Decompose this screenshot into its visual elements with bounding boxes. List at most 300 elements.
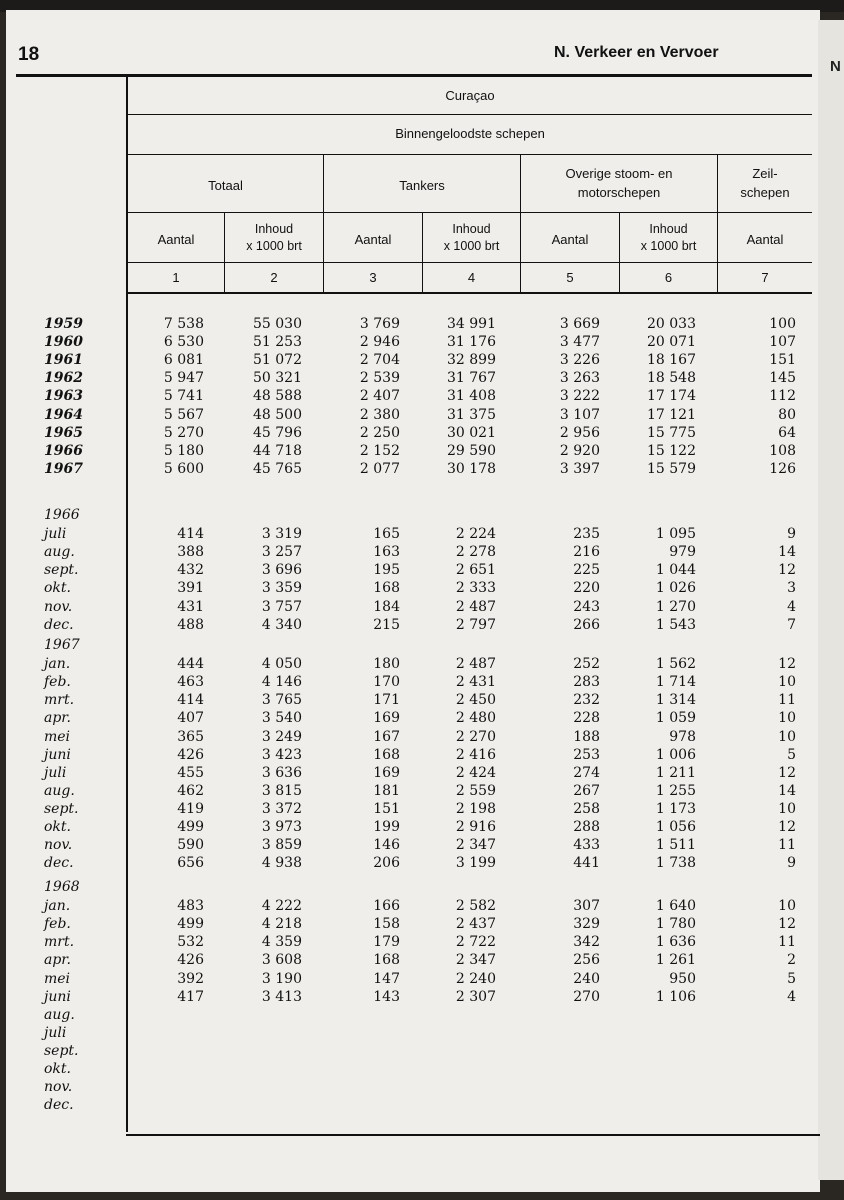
month-row-1968-2-col-7: 11 [778, 934, 796, 951]
year-row-1963-col-6: 17 174 [647, 388, 696, 405]
month-row-1966-0-col-4: 2 224 [455, 526, 496, 543]
year-row-1963-label: 1963 [44, 388, 83, 405]
year-row-1959-col-2: 55 030 [253, 316, 302, 332]
year-row-1961-col-5: 3 226 [559, 352, 600, 369]
group-overige-line2: motorschepen [577, 185, 661, 200]
month-row-1968-2-col-2: 4 359 [261, 934, 302, 951]
month-row-1967-2-col-4: 2 450 [455, 692, 496, 709]
month-row-1966-4-col-6: 1 270 [655, 598, 696, 615]
month-row-1968-3-col-5: 256 [573, 952, 600, 969]
month-row-1967-3-col-2: 3 540 [261, 710, 302, 727]
year-row-1962-col-4: 31 767 [447, 370, 496, 387]
month-row-1967-11-col-3: 206 [373, 855, 400, 872]
month-row-1967-10-col-3: 146 [373, 837, 400, 854]
month-row-1968-5-col-1: 417 [177, 988, 204, 1005]
year-row-1967-col-2: 45 765 [253, 460, 302, 477]
year-row-1964-col-1: 5 567 [163, 406, 204, 423]
year-row-1964-col-3: 2 380 [359, 406, 400, 423]
month-row-1966-1-col-6: 979 [669, 544, 696, 561]
month-row-1967-11-col-7: 9 [787, 855, 796, 872]
month-row-1967-11-col-4: 3 199 [455, 855, 496, 872]
month-row-1967-7-col-7: 14 [778, 782, 796, 799]
month-row-1968-6-label: aug. [44, 1006, 75, 1023]
month-row-1967-11-col-2: 4 938 [261, 855, 302, 872]
group-totaal: Totaal [208, 178, 243, 193]
rule-colnums [128, 292, 812, 294]
month-row-1967-4-col-7: 10 [778, 728, 796, 745]
month-row-1967-4-col-2: 3 249 [261, 728, 302, 745]
month-row-1967-6-col-7: 12 [778, 764, 796, 781]
month-row-1967-9-col-2: 3 973 [261, 819, 302, 835]
subhead-aantal-3: Aantal [354, 232, 392, 247]
rule-subheads [128, 262, 812, 263]
year-row-1967-col-4: 30 178 [447, 460, 496, 477]
month-row-1967-5-col-2: 3 423 [261, 746, 302, 763]
month-row-1966-4-label: nov. [44, 598, 73, 615]
month-row-1967-9-col-3: 199 [373, 819, 400, 835]
month-row-1966-5-col-7: 7 [787, 616, 796, 633]
year-row-1959-col-4: 34 991 [447, 316, 496, 332]
year-row-1966-col-6: 15 122 [647, 442, 696, 459]
year-row-1962-label: 1962 [44, 370, 83, 387]
year-row-1966-col-4: 29 590 [447, 442, 496, 459]
year-row-1965-col-1: 5 270 [163, 424, 204, 441]
year-row-1962-col-6: 18 548 [647, 370, 696, 387]
month-row-1968-4-col-7: 5 [787, 970, 796, 987]
month-row-1966-3-col-2: 3 359 [261, 580, 302, 597]
month-row-1967-11-col-6: 1 738 [655, 855, 696, 872]
year-row-1963-col-3: 2 407 [359, 388, 400, 405]
month-row-1967-10-col-2: 3 859 [261, 837, 302, 854]
subhead-inhoud-6 [620, 221, 717, 255]
month-row-1966-1-col-2: 3 257 [261, 544, 302, 561]
subhead-aantal-7: Aantal [746, 232, 784, 247]
col-number-7: 7 [761, 270, 769, 285]
month-row-1967-2-col-3: 171 [373, 692, 400, 709]
next-page-letter: N [830, 58, 841, 75]
year-row-1959-col-3: 3 769 [359, 316, 400, 332]
month-row-1966-0-col-3: 165 [373, 526, 400, 543]
month-row-1967-11-col-1: 656 [177, 855, 204, 872]
month-row-1966-5-label: dec. [44, 616, 74, 633]
month-row-1967-1-col-6: 1 714 [655, 674, 696, 691]
month-row-1967-4-label: mei [44, 728, 71, 745]
month-row-1967-5-col-5: 253 [573, 746, 600, 763]
month-row-1968-2-col-5: 342 [573, 934, 600, 951]
month-row-1968-0-col-5: 307 [573, 898, 600, 915]
month-row-1967-0-label: jan. [44, 656, 71, 673]
year-row-1965-col-2: 45 796 [253, 424, 302, 441]
subhead-aantal-5: Aantal [551, 232, 589, 247]
subhead-inhoud-6-line1: Inhoud [649, 222, 688, 236]
month-row-1966-5-col-5: 266 [573, 616, 600, 633]
month-row-1967-9-col-1: 499 [177, 819, 204, 835]
rule-region [128, 114, 812, 115]
year-row-1965-col-4: 30 021 [447, 424, 496, 441]
subhead-inhoud-6-line2: x 1000 brt [640, 239, 697, 253]
month-row-1968-3-col-2: 3 608 [261, 952, 302, 969]
month-row-1966-5-col-2: 4 340 [261, 616, 302, 633]
year-row-1964-col-5: 3 107 [559, 406, 600, 423]
month-row-1967-6-col-6: 1 211 [655, 764, 696, 781]
month-row-1967-1-col-2: 4 146 [261, 674, 302, 691]
month-row-1967-2-label: mrt. [44, 692, 75, 709]
month-row-1966-1-col-5: 216 [573, 544, 600, 561]
month-row-1967-5-label: juni [44, 746, 71, 763]
month-row-1968-4-col-4: 2 240 [455, 970, 496, 987]
month-row-1966-2-col-1: 432 [177, 562, 204, 579]
month-row-1968-1-col-6: 1 780 [655, 916, 696, 933]
month-row-1967-8-col-6: 1 173 [655, 800, 696, 817]
year-row-1966-col-1: 5 180 [163, 442, 204, 459]
year-row-1960-col-5: 3 477 [559, 334, 600, 351]
month-row-1967-11-col-5: 441 [573, 855, 600, 872]
subhead-inhoud-2 [225, 221, 323, 255]
year-row-1961-col-3: 2 704 [359, 352, 400, 369]
month-row-1967-10-label: nov. [44, 837, 73, 854]
month-row-1966-4-col-3: 184 [373, 598, 400, 615]
month-row-1967-5-col-1: 426 [177, 746, 204, 763]
section-title: N. Verkeer en Vervoer [554, 44, 719, 61]
month-row-1968-1-col-1: 499 [177, 916, 204, 933]
year-row-1965-label: 1965 [44, 424, 83, 441]
table-subtitle: Binnengeloodste schepen [395, 126, 545, 141]
month-row-1967-4-col-3: 167 [373, 728, 400, 745]
year-row-1961-col-7: 151 [769, 352, 796, 369]
month-row-1968-1-col-2: 4 218 [261, 916, 302, 933]
subhead-inhoud-4-line1: Inhoud [452, 222, 491, 236]
month-row-1967-0-col-3: 180 [373, 656, 400, 673]
month-row-1967-9-label: okt. [44, 819, 71, 835]
month-row-1967-4-col-5: 188 [573, 728, 600, 745]
month-row-1967-6-label: juli [44, 764, 67, 781]
month-row-1968-4-col-5: 240 [573, 970, 600, 987]
group-zeil [718, 164, 812, 202]
month-row-1966-2-col-5: 225 [573, 562, 600, 579]
month-row-1966-5-col-4: 2 797 [455, 616, 496, 633]
col-number-4: 4 [467, 270, 476, 285]
year-row-1960-col-6: 20 071 [647, 334, 696, 351]
month-row-1967-6-col-4: 2 424 [455, 764, 496, 781]
col-number-2: 2 [270, 270, 278, 285]
month-row-1967-10-col-6: 1 511 [655, 837, 696, 854]
year-row-1966-col-7: 108 [769, 442, 796, 459]
month-row-1968-3-col-3: 168 [373, 952, 400, 969]
year-row-1961-col-1: 6 081 [163, 352, 204, 369]
month-row-1968-10-label: nov. [44, 1079, 73, 1096]
month-row-1968-0-label: jan. [44, 898, 71, 915]
year-row-1961-col-2: 51 072 [253, 352, 302, 369]
year-row-1965-col-7: 64 [778, 424, 796, 441]
month-row-1968-4-col-2: 3 190 [261, 970, 302, 987]
month-row-1967-3-col-7: 10 [778, 710, 796, 727]
month-row-1966-4-col-1: 431 [177, 598, 204, 615]
month-row-1967-7-col-4: 2 559 [455, 782, 496, 799]
month-row-1966-1-col-1: 388 [177, 544, 204, 561]
month-row-1967-7-col-2: 3 815 [261, 782, 302, 799]
year-row-1962-col-5: 3 263 [559, 370, 600, 387]
month-row-1967-7-col-6: 1 255 [655, 782, 696, 799]
col-number-5: 5 [566, 270, 574, 285]
subhead-inhoud-4-line2: x 1000 brt [443, 239, 500, 253]
month-row-1968-5-col-7: 4 [787, 988, 796, 1005]
month-row-1967-8-col-5: 258 [573, 800, 600, 817]
subhead-inhoud-2-line1: Inhoud [254, 222, 294, 236]
subhead-inhoud-2-line2: x 1000 brt [246, 239, 302, 253]
month-row-1967-5-col-4: 2 416 [455, 746, 496, 763]
group-zeil-line2: schepen [740, 185, 790, 200]
month-row-1966-1-label: aug. [44, 544, 75, 561]
month-row-1967-6-col-1: 455 [177, 764, 204, 781]
year-row-1966-label: 1966 [44, 442, 83, 459]
month-row-1966-3-col-6: 1 026 [655, 580, 696, 597]
region-heading: Curaçao [445, 88, 495, 103]
month-row-1968-11-label: dec. [44, 1097, 74, 1114]
month-row-1967-1-col-7: 10 [778, 674, 796, 691]
group-overige-line1: Overige stoom- en [565, 166, 673, 181]
year-row-1962-col-3: 2 539 [359, 370, 400, 387]
year-row-1965-col-3: 2 250 [359, 424, 400, 441]
month-row-1968-5-col-2: 3 413 [261, 988, 302, 1005]
month-row-1968-7-label: juli [44, 1024, 67, 1041]
month-row-1967-6-col-2: 3 636 [261, 764, 302, 781]
month-row-1968-4-col-6: 950 [669, 970, 696, 987]
year-row-1964-col-6: 17 121 [647, 406, 696, 423]
month-row-1968-0-col-1: 483 [177, 898, 204, 915]
year-row-1967-col-5: 3 397 [559, 460, 600, 477]
month-row-1966-3-col-7: 3 [787, 580, 796, 597]
month-row-1967-11-label: dec. [44, 855, 74, 872]
month-row-1966-0-col-6: 1 095 [655, 526, 696, 543]
col-number-3: 3 [369, 270, 377, 285]
month-row-1966-0-label: juli [44, 526, 67, 543]
month-row-1966-0-col-5: 235 [573, 526, 600, 543]
month-row-1966-3-col-3: 168 [373, 580, 400, 597]
month-row-1967-4-col-6: 978 [669, 728, 696, 745]
month-row-1968-4-col-3: 147 [373, 970, 400, 987]
month-row-1967-8-col-1: 419 [177, 800, 204, 817]
month-row-1967-4-col-4: 2 270 [455, 728, 496, 745]
month-row-1967-2-col-6: 1 314 [655, 692, 696, 709]
year-row-1962-col-7: 145 [769, 370, 796, 387]
year-row-1961-label: 1961 [44, 352, 83, 369]
year-row-1960-col-2: 51 253 [253, 334, 302, 351]
month-row-1968-4-label: mei [44, 970, 71, 987]
year-row-1959-col-5: 3 669 [559, 316, 600, 332]
month-row-1968-5-col-5: 270 [573, 988, 600, 1005]
month-row-1967-1-col-3: 170 [373, 674, 400, 691]
year-row-1959-col-1: 7 538 [163, 316, 204, 332]
month-row-1967-8-label: sept. [44, 800, 79, 817]
year-row-1965-col-5: 2 956 [559, 424, 600, 441]
month-row-1967-2-col-5: 232 [573, 692, 600, 709]
month-row-1967-0-col-7: 12 [778, 656, 796, 673]
month-row-1967-10-col-5: 433 [573, 837, 600, 854]
month-row-1968-2-label: mrt. [44, 934, 75, 951]
header-rule [16, 74, 812, 77]
month-row-1967-2-col-2: 3 765 [261, 692, 302, 709]
month-row-1968-3-col-4: 2 347 [455, 952, 496, 969]
month-row-1966-1-col-4: 2 278 [455, 544, 496, 561]
year-row-1962-col-2: 50 321 [253, 370, 302, 387]
month-row-1967-3-label: apr. [44, 710, 71, 727]
month-row-1966-5-col-3: 215 [373, 616, 400, 633]
year-row-1967-col-6: 15 579 [647, 460, 696, 477]
year-row-1961-col-6: 18 167 [647, 352, 696, 369]
month-row-1967-9-col-7: 12 [778, 819, 796, 835]
year-row-1967-col-3: 2 077 [359, 460, 400, 477]
month-row-1966-2-col-3: 195 [373, 562, 400, 579]
month-row-1968-2-col-1: 532 [177, 934, 204, 951]
month-row-1966-1-col-7: 14 [778, 544, 796, 561]
month-row-1967-9-col-4: 2 916 [455, 819, 496, 835]
month-row-1967-3-col-4: 2 480 [455, 710, 496, 727]
month-row-1967-6-col-3: 169 [373, 764, 400, 781]
month-row-1968-1-col-4: 2 437 [455, 916, 496, 933]
month-row-1967-3-col-3: 169 [373, 710, 400, 727]
month-row-1968-3-col-7: 2 [787, 952, 796, 969]
month-row-1966-3-label: okt. [44, 580, 71, 597]
year-row-1960-col-7: 107 [769, 334, 796, 351]
month-row-1967-10-col-1: 590 [177, 837, 204, 854]
year-row-1967-label: 1967 [44, 460, 83, 477]
group-tankers: Tankers [399, 178, 445, 193]
month-row-1968-1-col-3: 158 [373, 916, 400, 933]
month-row-1967-5-col-7: 5 [787, 746, 796, 763]
month-row-1967-9-col-5: 288 [573, 819, 600, 835]
group-overige [521, 164, 717, 202]
month-row-1966-3-col-4: 2 333 [455, 580, 496, 597]
month-row-1967-8-col-2: 3 372 [261, 800, 302, 817]
year-row-1960-col-1: 6 530 [163, 334, 204, 351]
month-row-1968-0-col-6: 1 640 [655, 898, 696, 915]
year-row-1964-col-4: 31 375 [447, 406, 496, 423]
month-group-year-1967: 1967 [44, 637, 80, 653]
month-row-1967-8-col-4: 2 198 [455, 800, 496, 817]
month-row-1967-7-col-5: 267 [573, 782, 600, 799]
month-row-1968-1-col-7: 12 [778, 916, 796, 933]
month-row-1967-5-col-3: 168 [373, 746, 400, 763]
month-row-1966-5-col-6: 1 543 [655, 616, 696, 633]
month-group-year-1966: 1966 [44, 507, 80, 523]
year-row-1963-col-5: 3 222 [559, 388, 600, 405]
month-row-1967-1-col-1: 463 [177, 674, 204, 691]
month-row-1968-0-col-7: 10 [778, 898, 796, 915]
col-number-1: 1 [172, 270, 180, 285]
month-row-1967-7-col-1: 462 [177, 782, 204, 799]
month-row-1968-8-label: sept. [44, 1042, 79, 1059]
subhead-aantal-1: Aantal [157, 232, 195, 247]
month-row-1967-6-col-5: 274 [573, 764, 600, 781]
month-row-1967-0-col-2: 4 050 [261, 656, 302, 673]
year-row-1964-col-2: 48 500 [253, 406, 302, 423]
month-row-1968-2-col-3: 179 [373, 934, 400, 951]
month-row-1966-5-col-1: 488 [177, 616, 204, 633]
month-row-1968-1-label: feb. [44, 916, 71, 933]
month-row-1967-4-col-1: 365 [177, 728, 204, 745]
month-row-1967-7-col-3: 181 [373, 782, 400, 799]
month-row-1968-3-col-6: 1 261 [655, 952, 696, 969]
year-row-1963-col-4: 31 408 [447, 388, 496, 405]
month-row-1966-2-col-2: 3 696 [261, 562, 302, 579]
bottom-rule [126, 1134, 820, 1136]
year-row-1963-col-2: 48 588 [253, 388, 302, 405]
year-row-1959-col-6: 20 033 [647, 316, 696, 332]
year-row-1963-col-7: 112 [769, 388, 796, 405]
month-row-1966-3-col-1: 391 [177, 580, 204, 597]
month-row-1966-2-label: sept. [44, 562, 79, 579]
month-row-1967-3-col-6: 1 059 [655, 710, 696, 727]
month-row-1967-2-col-7: 11 [778, 692, 796, 709]
month-row-1966-1-col-3: 163 [373, 544, 400, 561]
month-row-1966-2-col-4: 2 651 [455, 562, 496, 579]
month-row-1968-5-label: juni [44, 988, 71, 1005]
month-row-1966-4-col-4: 2 487 [455, 598, 496, 615]
month-row-1967-8-col-7: 10 [778, 800, 796, 817]
month-row-1967-5-col-6: 1 006 [655, 746, 696, 763]
year-row-1966-col-2: 44 718 [253, 442, 302, 459]
month-row-1966-4-col-5: 243 [573, 598, 600, 615]
month-row-1967-3-col-5: 228 [573, 710, 600, 727]
year-row-1966-col-3: 2 152 [359, 442, 400, 459]
month-row-1967-1-col-4: 2 431 [455, 674, 496, 691]
year-row-1959-label: 1959 [44, 316, 83, 332]
month-row-1968-5-col-6: 1 106 [655, 988, 696, 1005]
year-row-1963-col-1: 5 741 [163, 388, 204, 405]
month-row-1967-10-col-7: 11 [778, 837, 796, 854]
group-zeil-line1: Zeil- [752, 166, 778, 181]
month-row-1967-7-label: aug. [44, 782, 75, 799]
month-row-1968-0-col-2: 4 222 [261, 898, 302, 915]
month-row-1967-0-col-6: 1 562 [655, 656, 696, 673]
month-row-1968-5-col-4: 2 307 [455, 988, 496, 1005]
month-row-1967-10-col-4: 2 347 [455, 837, 496, 854]
month-group-year-1968: 1968 [44, 879, 80, 895]
month-row-1968-3-col-1: 426 [177, 952, 204, 969]
month-row-1966-0-col-1: 414 [177, 526, 204, 543]
year-row-1961-col-4: 32 899 [447, 352, 496, 369]
month-row-1966-2-col-6: 1 044 [655, 562, 696, 579]
year-row-1960-col-4: 31 176 [447, 334, 496, 351]
month-row-1966-4-col-2: 3 757 [261, 598, 302, 615]
month-row-1967-0-col-4: 2 487 [455, 656, 496, 673]
year-row-1960-label: 1960 [44, 334, 83, 351]
month-row-1967-0-col-1: 444 [177, 656, 204, 673]
month-row-1967-1-label: feb. [44, 674, 71, 691]
month-row-1968-0-col-3: 166 [373, 898, 400, 915]
month-row-1968-2-col-6: 1 636 [655, 934, 696, 951]
month-row-1967-3-col-1: 407 [177, 710, 204, 727]
month-row-1968-5-col-3: 143 [373, 988, 400, 1005]
year-row-1966-col-5: 2 920 [559, 442, 600, 459]
year-row-1960-col-3: 2 946 [359, 334, 400, 351]
month-row-1968-2-col-4: 2 722 [455, 934, 496, 951]
month-row-1966-3-col-5: 220 [573, 580, 600, 597]
rule-groups [128, 212, 812, 213]
month-row-1966-4-col-7: 4 [787, 598, 796, 615]
month-row-1967-0-col-5: 252 [573, 656, 600, 673]
month-row-1966-0-col-7: 9 [787, 526, 796, 543]
next-page-edge [818, 20, 844, 1180]
year-row-1965-col-6: 15 775 [647, 424, 696, 441]
year-row-1967-col-1: 5 600 [163, 460, 204, 477]
month-row-1967-2-col-1: 414 [177, 692, 204, 709]
month-row-1967-8-col-3: 151 [373, 800, 400, 817]
col-number-6: 6 [664, 270, 673, 285]
month-row-1966-2-col-7: 12 [778, 562, 796, 579]
month-row-1967-1-col-5: 283 [573, 674, 600, 691]
year-row-1959-col-7: 100 [769, 316, 796, 332]
